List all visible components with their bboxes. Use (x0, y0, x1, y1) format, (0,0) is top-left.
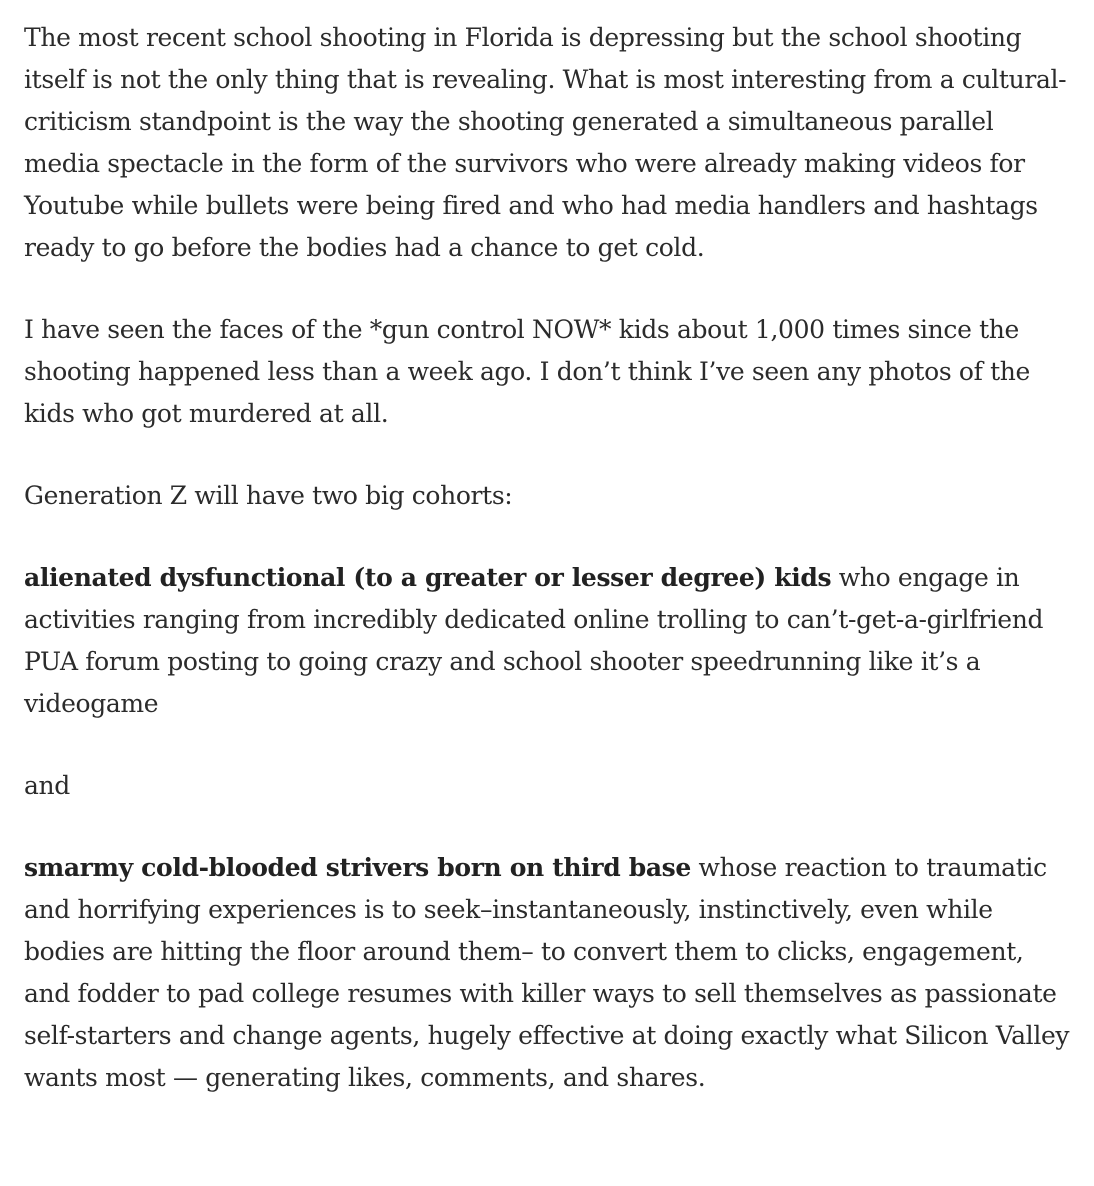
paragraph-intro: The most recent school shooting in Florida is depressing but the school shooting itself is not the only thing that is revealing. What is most interesting from a cultural-criticism standpoint is the way the shooting generated a simultaneous parallel media spectacle in the form of the survivors who were already making videos for Youtube while bullets were being fired and who had media handlers and hashtags ready to go before the bodies had a chance to get cold. (24, 23, 1067, 262)
paragraph-cohort-one (24, 557, 1076, 725)
cohort-one-heading: alienated dysfunctional (to a greater or lesser degree) kids (24, 563, 832, 592)
cohort-one-description: who engage in activities ranging from incredibly dedicated online trolling to can’t-get-a-girlfriend PUA forum posting to going crazy and school shooter speedrunning like it’s a videogame (24, 563, 1044, 718)
paragraph-and: and (24, 771, 70, 800)
cohort-two-heading: smarmy cold-blooded strivers born on third base (24, 853, 691, 882)
paragraph-faces: I have seen the faces of the *gun control NOW* kids about 1,000 times since the shooting happened less than a week ago. I don’t think I’ve seen any photos of the kids who got murdered at all. (24, 315, 1030, 428)
paragraph-cohorts-intro: Generation Z will have two big cohorts: (24, 481, 513, 510)
paragraph-cohort-two (24, 847, 1076, 1099)
cohort-two-description: whose reaction to traumatic and horrifying experiences is to seek–instantaneously, instinctively, even while bodies are hitting the floor around them– to convert them to clicks, engagement, and fodder to pad college resumes with killer ways to sell themselves as passionate self-starters and change agents, hugely effective at doing exactly what Silicon Valley wants most — generating likes, comments, and shares. (24, 853, 1070, 1092)
article-body (24, 17, 1076, 1099)
